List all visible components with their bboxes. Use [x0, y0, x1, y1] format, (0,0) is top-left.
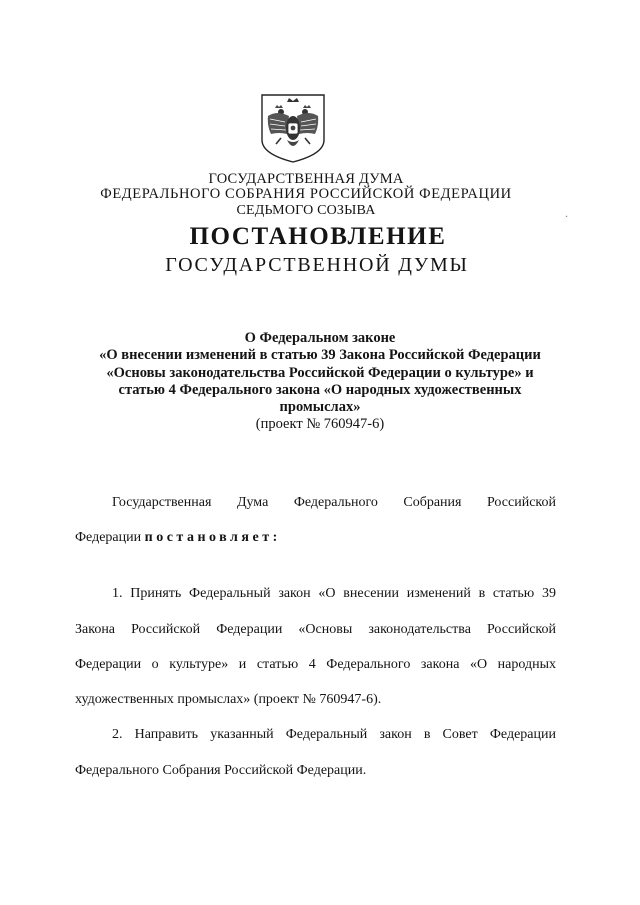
- document-title: ПОСТАНОВЛЕНИЕ: [189, 223, 447, 250]
- intro-line: [75, 530, 281, 546]
- subject-line: статью 4 Федерального закона «О народных художественных: [118, 381, 522, 398]
- header-line-duma: ГОСУДАРСТВЕННАЯ ДУМА: [208, 171, 404, 187]
- intro-line: Государственная Дума Федерального Собрания Российской: [112, 495, 556, 510]
- paragraph-1-line: Закона Российской Федерации «Основы законодательства Российской: [75, 622, 556, 637]
- resolves-word: постановляет:: [144, 530, 281, 545]
- paragraph-1-line: художественных промыслах» (проект № 760947-6).: [75, 692, 382, 707]
- header-line-assembly: ФЕДЕРАЛЬНОГО СОБРАНИЯ РОССИЙСКОЙ ФЕДЕРАЦИИ: [100, 186, 512, 202]
- paragraph-2-line: 2. Направить указанный Федеральный закон в Совет Федерации: [112, 727, 556, 742]
- coat-of-arms-icon: [259, 92, 327, 164]
- subject-line: «О внесении изменений в статью 39 Закона Российской Федерации: [99, 347, 541, 364]
- margin-mark: .: [565, 206, 568, 220]
- header-line-convocation: СЕДЬМОГО СОЗЫВА: [236, 203, 376, 218]
- paragraph-1-line: 1. Принять Федеральный закон «О внесении изменений в статью 39: [112, 586, 556, 601]
- paragraph-2-line: Федерального Собрания Российской Федерации.: [75, 763, 367, 778]
- intro-word: Федерации: [75, 530, 142, 545]
- document-subtitle: ГОСУДАРСТВЕННОЙ ДУМЫ: [165, 254, 469, 276]
- paragraph-1-line: Федерации о культуре» и статью 4 Федерального закона «О народных: [75, 657, 556, 672]
- subject-line: «Основы законодательства Российской Федерации о культуре» и: [106, 364, 534, 381]
- project-number: (проект № 760947-6): [255, 416, 385, 433]
- subject-block: [70, 330, 570, 434]
- subject-line: промыслах»: [279, 399, 361, 416]
- subject-line: О Федеральном законе: [244, 330, 396, 346]
